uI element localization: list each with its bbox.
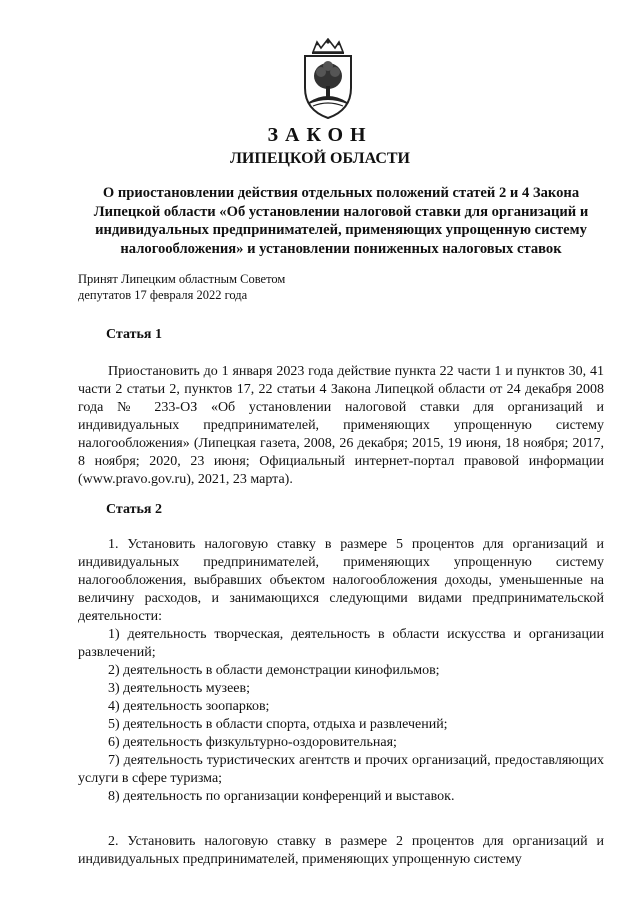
coat-of-arms-emblem xyxy=(295,38,361,120)
list-item: 6) деятельность физкультурно-оздоровительная; xyxy=(108,735,397,750)
list-item: 1) деятельность творческая, деятельность в области искусства и организации развлечений; xyxy=(78,627,604,660)
region-subtitle: ЛИПЕЦКОЙ ОБЛАСТИ xyxy=(230,150,410,167)
article-2-part-1: 1. Установить налоговую ставку в размере 5 процентов для организаций и индивидуальных предпринимателей, применяющих упрощенную систему налогообложения, выбравших объектом налогообложения доходы, уменьшенные на величину расходов, и занимающихся следующими видами предпринимательской деятельности: xyxy=(78,537,604,624)
list-item: 4) деятельность зоопарков; xyxy=(108,699,270,714)
list-item: 7) деятельность туристических агентств и прочих организаций, предоставляющих услуги в сфере туризма; xyxy=(78,753,604,786)
list-item: 2) деятельность в области демонстрации кинофильмов; xyxy=(108,663,440,678)
law-title: О приостановлении действия отдельных положений статей 2 и 4 Закона Липецкой области «Об установлении налоговой ставки для организаций и индивидуальных предпринимателей, применяющих упрощенную систему налогообложения» и установлении пониженных налоговых ставок xyxy=(93,185,589,257)
article-1-heading: Статья 1 xyxy=(106,327,162,342)
list-item: 8) деятельность по организации конференций и выставок. xyxy=(108,789,455,804)
article-1-text: Приостановить до 1 января 2023 года действие пункта 22 части 1 и пунктов 30, 41 части 2 статьи 2, пунктов 17, 22 статьи 4 Закона Липецкой области от 24 декабря 2008 года № 233-ОЗ «Об установлении налоговой ставки для организаций и индивидуальных предпринимателей, применяющих упрощенную систему налогообложения» (Липецкая газета, 2008, 26 декабря; 2015, 19 июня, 18 ноября; 2017, 8 ноября; 2020, 23 июня; Официальный интернет-портал правовой информации (www.pravo.gov.ru), 2021, 23 марта). xyxy=(78,364,604,487)
adoption-line-2: депутатов 17 февраля 2022 года xyxy=(78,287,248,302)
article-2-part-2: 2. Установить налоговую ставку в размере 2 процентов для организаций и индивидуальных предпринимателей, применяющих упрощенную систему xyxy=(78,834,604,867)
list-item: 5) деятельность в области спорта, отдыха и развлечений; xyxy=(108,717,448,732)
document-type-title: ЗАКОН xyxy=(267,124,373,146)
adoption-line-1: Принят Липецким областным Советом xyxy=(78,272,286,286)
adoption-note xyxy=(78,272,285,303)
list-item: 3) деятельность музеев; xyxy=(108,681,251,696)
article-2-heading: Статья 2 xyxy=(106,502,162,517)
activity-list xyxy=(78,626,604,806)
